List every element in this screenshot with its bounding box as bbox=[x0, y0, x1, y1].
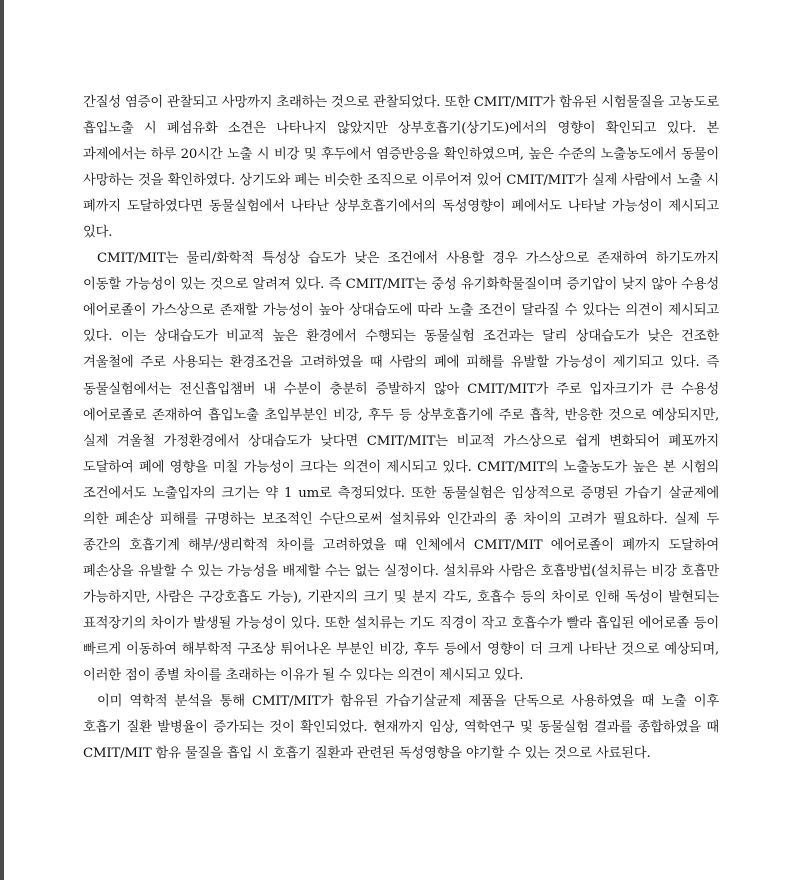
document-page bbox=[4, 0, 796, 880]
paragraph-1: 간질성 염증이 관찰되고 사망까지 초래하는 것으로 관찰되었다. 또한 CMIT/MIT가 함유된 시험물질을 고농도로 흡입노출 시 폐섬유화 소견은 나타나지 않았지만 상부호흡기(상기도)에서의 영향이 확인되고 있다. 본 과제에서는 하루 20시간 노출 시 비강 및 후두에서 염증반응을 확인하였으며, 높은 수준의 노출농도에서 동물이 사망하는 것을 확인하였다. 상기도와 폐는 비슷한 조직으로 이루어져 있어 CMIT/MIT가 실제 사람에서 노출 시 폐까지 도달하였다면 동물실험에서 나타난 상부호흡기에서의 독성영향이 폐에서도 나타날 가능성이 제시되고 있다. bbox=[83, 95, 719, 241]
document-body bbox=[83, 90, 719, 767]
paragraph-2: CMIT/MIT는 물리/화학적 특성상 습도가 낮은 조건에서 사용할 경우 가스상으로 존재하여 하기도까지 이동할 가능성이 있는 것으로 알려져 있다. 즉 CMIT/MIT는 중성 유기화학물질이며 증기압이 낮지 않아 수용성 에어로졸이 가스상으로 존재할 가능성이 높아 상대습도에 따라 노출 조건이 달라질 수 있다는 의견이 제시되고 있다. 이는 상대습도가 비교적 높은 환경에서 수행되는 동물실험 조건과는 달리 상대습도가 낮은 건조한 겨울철에 주로 사용되는 환경조건을 고려하였을 때 사람의 폐에 피해를 유발할 가능성이 제기되고 있다. 즉 동물실험에서는 전신흡입챔버 내 수분이 충분히 증발하지 않아 CMIT/MIT가 주로 입자크기가 큰 수용성 에어로졸로 존재하여 흡입노출 초입부분인 비강, 후두 등 상부호흡기에 주로 흡착, 반응한 것으로 예상되지만, 실제 겨울철 가정환경에서 상대습도가 낮다면 CMIT/MIT는 비교적 가스상으로 쉽게 변화되어 폐포까지 도달하여 폐에 영향을 미칠 가능성이 크다는 의견이 제시되고 있다. CMIT/MIT의 노출농도가 높은 본 시험의 조건에서도 노출입자의 크기는 약 1 um로 측정되었다. 또한 동물실험은 임상적으로 증명된 가습기 살균제에 의한 폐손상 피해를 규명하는 보조적인 수단으로써 설치류와 인간과의 종 차이의 고려가 필요하다. 실제 두 종간의 호흡기계 해부/생리학적 차이를 고려하였을 때 인체에서 CMIT/MIT 에어로졸이 폐까지 도달하여 폐손상을 유발할 수 있는 가능성을 배제할 수는 없는 실정이다. 설치류와 사람은 호흡방법(설치류는 비강 호흡만 가능하지만, 사람은 구강호흡도 가능), 기관지의 크기 및 분지 각도, 호흡수 등의 차이로 인해 독성이 발현되는 표적장기의 차이가 발생될 가능성이 있다. 또한 설치류는 기도 직경이 작고 호흡수가 빨라 흡입된 에어로졸 등이 빠르게 이동하여 해부학적 구조상 튀어나온 부분인 비강, 후두 등에서 영향이 더 크게 나타난 것으로 예상되며, 이러한 점이 종별 차이를 초래하는 이유가 될 수 있다는 의견이 제시되고 있다. bbox=[83, 251, 719, 684]
page-top-edge bbox=[4, 0, 796, 14]
paragraph-3: 이미 역학적 분석을 통해 CMIT/MIT가 함유된 가습기살균제 제품을 단독으로 사용하였을 때 노출 이후 호흡기 질환 발병율이 증가되는 것이 확인되었다. 현재까지 임상, 역학연구 및 동물실험 결과를 종합하였을 때 CMIT/MIT 함유 물질을 흡입 시 호흡기 질환과 관련된 독성영향을 야기할 수 있는 것으로 사료된다. bbox=[83, 694, 719, 762]
